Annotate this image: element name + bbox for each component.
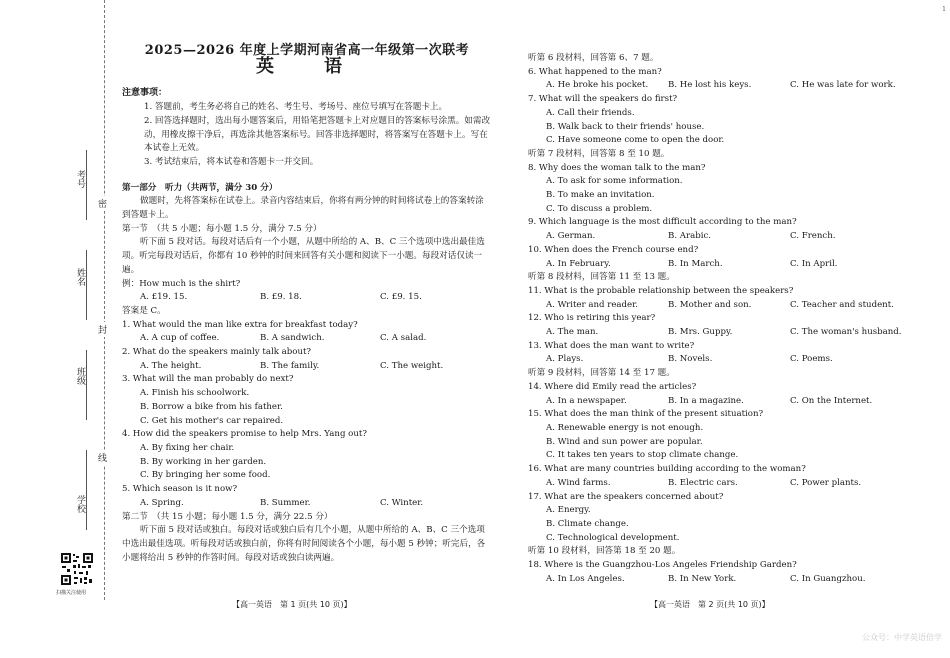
section2-intro: 听下面 5 段对话或独白。每段对话或独白后有几个小题，从题中所给的 A、B、C 三个选项中选出最佳选项。听每段对话或独白前，你将有时间阅读各个小题，每小题 5 秒钟；听完后，各小题将给出 5 秒钟的作答时间。每段对话或独白读两遍。 bbox=[122, 525, 486, 563]
option-a: A. He broke his pocket. bbox=[546, 80, 649, 91]
question-options bbox=[528, 258, 928, 272]
question-stem: 7. What will the speakers do first? bbox=[528, 94, 678, 105]
question-options bbox=[528, 79, 928, 93]
question-stem: 6. What happened to the man? bbox=[528, 66, 662, 77]
question-options bbox=[528, 353, 928, 367]
example-option-c: C. £9. 15. bbox=[380, 292, 422, 303]
option-b: B. In New York. bbox=[668, 573, 737, 584]
question-options bbox=[122, 497, 492, 511]
question-options bbox=[528, 573, 928, 587]
question-stem: 4. How did the speakers promise to help Mrs. Yang out? bbox=[122, 429, 367, 440]
example-option-b: B. £9. 18. bbox=[260, 292, 302, 303]
option-b: B. The family. bbox=[260, 360, 320, 371]
option-c: C. A salad. bbox=[380, 333, 427, 344]
option-c: C. On the Internet. bbox=[790, 395, 873, 406]
option-b: B. In March. bbox=[668, 258, 723, 269]
option-a: A. Energy. bbox=[546, 505, 591, 516]
label-exam-number: 考号 bbox=[75, 170, 85, 188]
footer-page-1: 【高一英语 第 1 页(共 10 页)】 bbox=[232, 600, 352, 609]
question-stem: 8. Why does the woman talk to the man? bbox=[528, 162, 706, 173]
label-name: 姓名 bbox=[75, 268, 85, 286]
option-a: A. German. bbox=[546, 231, 596, 242]
option-c: C. By bringing her some food. bbox=[140, 470, 271, 481]
page-1-column bbox=[122, 44, 492, 565]
question-stem: 12. Who is retiring this year? bbox=[528, 313, 656, 324]
option-b: B. A sandwich. bbox=[260, 333, 325, 344]
material-lead: 听第 9 段材料，回答第 14 至 17 题。 bbox=[528, 368, 675, 379]
material-lead: 听第 10 段材料，回答第 18 至 20 题。 bbox=[528, 546, 681, 557]
part1-intro: 做题时，先将答案标在试卷上。录音内容结束后，你将有两分钟的时间将试卷上的答案转涂到答题卡上。 bbox=[122, 196, 484, 221]
option-c: C. Poems. bbox=[790, 354, 833, 365]
marker-seal-mi: 密 bbox=[98, 196, 107, 211]
option-c: C. French. bbox=[790, 231, 836, 242]
option-a: A. Writer and reader. bbox=[546, 299, 639, 310]
option-a: A. Renewable energy is not enough. bbox=[546, 422, 704, 433]
notice-item-3: 3. 考试结束后，将本试卷和答题卡一并交回。 bbox=[144, 156, 319, 167]
material-lead: 听第 7 段材料，回答第 8 至 10 题。 bbox=[528, 148, 670, 159]
option-c: C. Teacher and student. bbox=[790, 299, 894, 310]
notice-item-1: 1. 答题前，考生务必将自己的姓名、考生号、考场号、座位号填写在答题卡上。 bbox=[144, 102, 448, 113]
question-options bbox=[528, 395, 928, 409]
example-option-a: A. £19. 15. bbox=[140, 292, 188, 303]
option-c: C. To discuss a problem. bbox=[546, 203, 653, 214]
question-stem: 3. What will the man probably do next? bbox=[122, 374, 294, 385]
option-c: C. Have someone come to open the door. bbox=[546, 135, 725, 146]
question-stem: 2. What do the speakers mainly talk about? bbox=[122, 347, 312, 358]
left-question-list bbox=[122, 319, 492, 511]
option-a: A. The man. bbox=[546, 327, 599, 338]
watermark: 公众号：中学英语倍学 bbox=[862, 633, 942, 642]
option-b: B. Mrs. Guppy. bbox=[668, 327, 733, 338]
option-a: A. A cup of coffee. bbox=[140, 333, 220, 344]
question-options bbox=[528, 477, 928, 491]
question-options bbox=[528, 326, 928, 340]
option-a: A. In Los Angeles. bbox=[546, 573, 625, 584]
option-b: B. Wind and sun power are popular. bbox=[546, 436, 703, 447]
option-c: C. Winter. bbox=[380, 497, 424, 508]
option-b: B. To make an invitation. bbox=[546, 190, 655, 201]
option-a: A. Plays. bbox=[546, 354, 584, 365]
marker-seal-feng: 封 bbox=[98, 322, 107, 337]
page-2-column bbox=[528, 52, 928, 586]
option-c: C. In Guangzhou. bbox=[790, 573, 866, 584]
binding-dashed-line bbox=[104, 0, 105, 600]
question-options bbox=[528, 230, 928, 244]
exam-subject: 英 语 bbox=[256, 55, 358, 77]
option-a: A. By fixing her chair. bbox=[140, 442, 235, 453]
option-b: B. In a magazine. bbox=[668, 395, 744, 406]
section2-heading: 第二节 （共 15 小题；每小题 1.5 分，满分 22.5 分） bbox=[122, 511, 333, 522]
question-stem: 17. What are the speakers concerned about? bbox=[528, 491, 724, 502]
question-stem: 13. What does the man want to write? bbox=[528, 340, 695, 351]
option-c: C. In April. bbox=[790, 258, 838, 269]
option-b: B. Novels. bbox=[668, 354, 713, 365]
question-options bbox=[528, 299, 928, 313]
right-question-list bbox=[528, 52, 928, 586]
option-c: C. Technological development. bbox=[546, 532, 680, 543]
exam-title: 2025—2026 年度上学期河南省高一年级第一次联考 bbox=[144, 43, 470, 58]
question-stem: 16. What are many countries building according to the woman? bbox=[528, 464, 806, 475]
material-lead: 听第 6 段材料，回答第 6、7 题。 bbox=[528, 53, 659, 63]
option-c: C. The weight. bbox=[380, 360, 444, 371]
example-answer: 答案是 C。 bbox=[122, 305, 166, 316]
option-c: C. The woman's husband. bbox=[790, 327, 902, 338]
option-c: C. He was late for work. bbox=[790, 80, 896, 91]
field-line-school bbox=[86, 450, 87, 530]
option-a: A. The height. bbox=[140, 360, 202, 371]
question-stem: 1. What would the man like extra for breakfast today? bbox=[122, 319, 358, 330]
option-b: B. Arabic. bbox=[668, 231, 712, 242]
option-a: A. Spring. bbox=[140, 497, 184, 508]
option-a: A. Finish his schoolwork. bbox=[140, 388, 250, 399]
footer-page-2: 【高一英语 第 2 页(共 10 页)】 bbox=[650, 600, 770, 609]
material-lead: 听第 8 段材料，回答第 11 至 13 题。 bbox=[528, 272, 675, 283]
question-stem: 15. What does the man think of the present situation? bbox=[528, 409, 764, 420]
notice-heading: 注意事项： bbox=[122, 88, 168, 99]
section1-intro: 听下面 5 段对话。每段对话后有一个小题，从题中所给的 A、B、C 三个选项中选出最佳选项。听完每段对话后，你都有 10 秒钟的时间来回答有关小题和阅读下一小题。每段对话仅读一遍。 bbox=[122, 237, 485, 275]
option-c: C. It takes ten years to stop climate change. bbox=[546, 450, 739, 461]
example-options bbox=[122, 291, 492, 305]
option-b: B. Climate change. bbox=[546, 518, 629, 529]
label-class: 班级 bbox=[75, 367, 85, 385]
qr-caption: 扫描关注使用 bbox=[56, 590, 87, 596]
option-b: B. Walk back to their friends' house. bbox=[546, 121, 705, 132]
example-question: 例：How much is the shirt? bbox=[122, 278, 241, 289]
option-b: B. Summer. bbox=[260, 497, 311, 508]
option-b: B. Electric cars. bbox=[668, 477, 738, 488]
question-options bbox=[122, 360, 492, 374]
binding-strip bbox=[0, 0, 112, 658]
option-a: A. To ask for some information. bbox=[546, 176, 683, 187]
question-stem: 9. Which language is the most difficult according to the man? bbox=[528, 217, 797, 228]
option-b: B. Mother and son. bbox=[668, 299, 752, 310]
question-stem: 14. Where did Emily read the articles? bbox=[528, 381, 697, 392]
section1-heading: 第一节 （共 5 小题；每小题 1.5 分，满分 7.5 分） bbox=[122, 223, 322, 234]
question-options bbox=[122, 332, 492, 346]
option-a: A. Wind farms. bbox=[546, 477, 611, 488]
option-b: B. By working in her garden. bbox=[140, 456, 267, 467]
option-c: C. Power plants. bbox=[790, 477, 862, 488]
part1-heading: 第一部分 听力（共两节，满分 30 分） bbox=[122, 182, 278, 193]
option-c: C. Get his mother's car repaired. bbox=[140, 415, 284, 426]
option-b: B. Borrow a bike from his father. bbox=[140, 401, 283, 412]
qr-code-icon bbox=[60, 552, 94, 586]
option-a: A. In a newspaper. bbox=[546, 395, 627, 406]
field-line-class bbox=[86, 350, 87, 420]
question-stem: 5. Which season is it now? bbox=[122, 484, 238, 495]
option-a: A. In February. bbox=[546, 258, 611, 269]
question-stem: 11. What is the probable relationship between the speakers? bbox=[528, 285, 794, 296]
marker-seal-xian: 线 bbox=[98, 450, 107, 465]
option-a: A. Call their friends. bbox=[546, 107, 635, 118]
label-school: 学校 bbox=[75, 495, 85, 513]
page-mark: 1 bbox=[942, 6, 946, 13]
question-stem: 18. Where is the Guangzhou-Los Angeles Friendship Garden? bbox=[528, 560, 797, 571]
notice-item-2: 2. 回答选择题时，选出每小题答案后，用铅笔把答题卡上对应题目的答案标号涂黑。如需改动，用橡皮擦干净后，再选涂其他答案标号。回答非选择题时，将答案写在答题卡上。写在本试卷上无效。 bbox=[144, 115, 491, 154]
question-stem: 10. When does the French course end? bbox=[528, 244, 699, 255]
option-b: B. He lost his keys. bbox=[668, 80, 752, 91]
